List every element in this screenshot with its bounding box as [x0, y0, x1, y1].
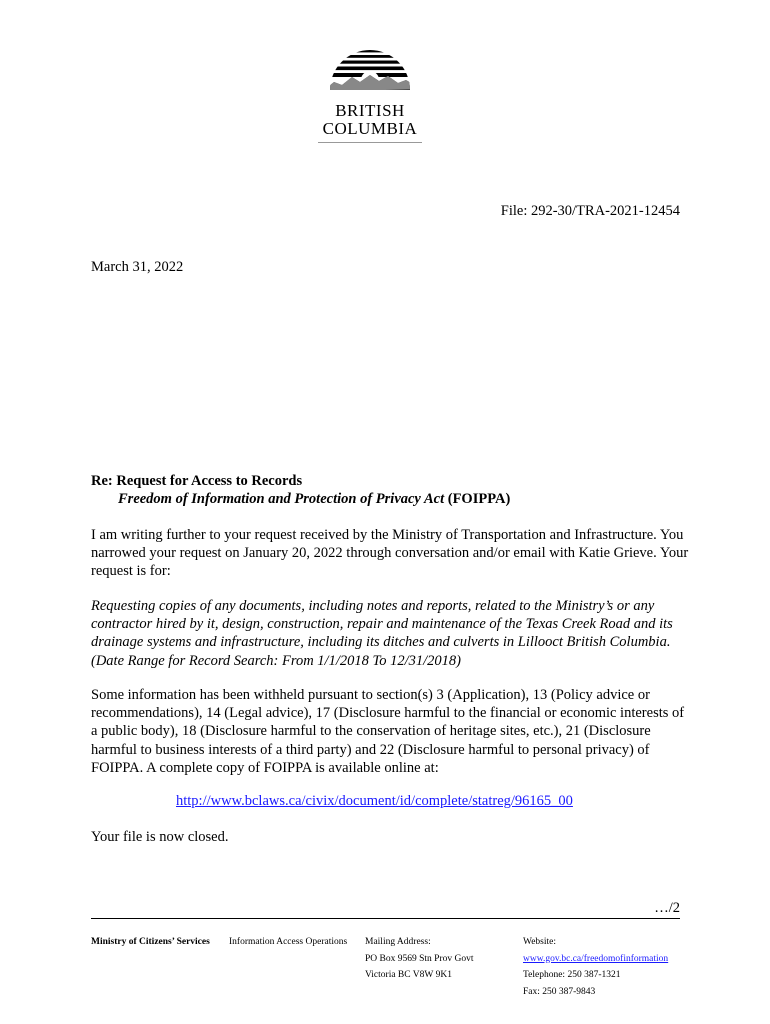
logo-text-columbia: COLUMBIA	[322, 119, 418, 138]
logo-text-british: BRITISH	[335, 101, 405, 120]
website-link[interactable]: www.gov.bc.ca/freedomofinformation	[523, 953, 669, 964]
footer-mailing-address	[365, 934, 473, 984]
subject-line: Re: Request for Access to Records	[91, 473, 303, 489]
closing-statement: Your file is now closed.	[91, 829, 229, 845]
bc-mountain-sun-icon	[324, 44, 416, 100]
paragraph-withheld-info: Some information has been withheld pursuant to section(s) 3 (Application), 13 (Policy advice or recommendations), 14 (Legal advice), 17 (Disclosure harmful to the financial or economic interests of a public body), 18 (Disclosure harmful to the conservation of heritage sites, etc.), 21 (Disclosure harmful to business interests of a third party) and 22 (Disclosure harmful to personal privacy) of FOIPPA. A complete copy of FOIPPA is available online at:	[91, 687, 685, 776]
footer-divider	[91, 918, 680, 919]
footer-contact	[523, 934, 668, 1000]
bc-logo	[312, 44, 428, 148]
paragraph-request-text: Requesting copies of any documents, including notes and reports, related to the Ministry’s or any contractor hired by it, design, construction, repair and maintenance of the Texas Creek Road and its drainage systems and infrastructure, including its ditches and culverts in Lillooct British Columbia. (Date Range for Record Search: From 1/1/2018 To 12/31/2018)	[91, 598, 673, 669]
footer-operations: Information Access Operations	[229, 937, 348, 947]
page-continuation: …/2	[654, 900, 680, 916]
mailing-line2: Victoria BC V8W 9K1	[365, 970, 452, 980]
subject-block	[91, 472, 510, 508]
letter-date: March 31, 2022	[91, 259, 184, 275]
file-reference: File: 292-30/TRA-2021-12454	[500, 203, 680, 219]
act-title: Freedom of Information and Protection of Privacy Act	[118, 491, 445, 507]
act-title-line	[91, 490, 510, 508]
logo-divider	[318, 142, 422, 143]
website-label: Website:	[523, 937, 557, 947]
mailing-label: Mailing Address:	[365, 937, 431, 947]
act-abbreviation: (FOIPPA)	[444, 491, 511, 507]
fax: Fax: 250 387-9843	[523, 986, 596, 997]
mailing-line1: PO Box 9569 Stn Prov Govt	[365, 953, 474, 964]
paragraph-request-intro: I am writing further to your request received by the Ministry of Transportation and Infrastructure. You narrowed your request on January 20, 2022 through conversation and/or email with Katie Grieve. Your request is for:	[91, 527, 689, 580]
telephone: Telephone: 250 387-1321	[523, 970, 621, 980]
foippa-link[interactable]: http://www.bclaws.ca/civix/document/id/complete/statreg/96165_00	[176, 793, 573, 809]
footer-ministry: Ministry of Citizens’ Services	[91, 937, 210, 947]
